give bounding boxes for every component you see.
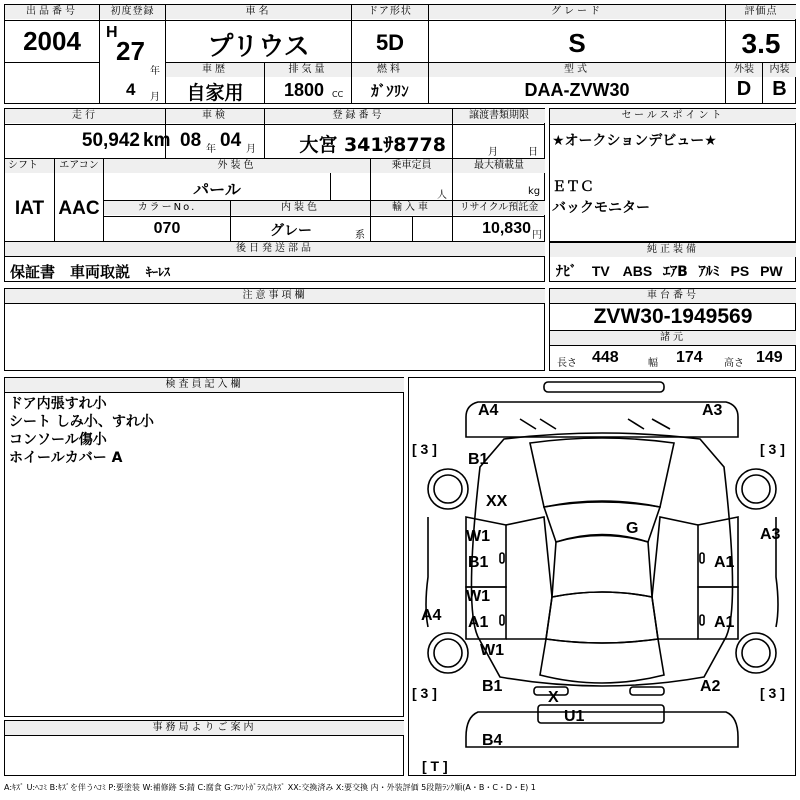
plate: 大宮 341ｻ8778 (299, 134, 446, 156)
mark-windshield: XX (486, 493, 508, 510)
width-label: 幅 (648, 358, 658, 369)
grade-label: グレード (429, 5, 725, 19)
mark-lr-door: A1 (468, 614, 489, 631)
equipment-airbag: ｴｱB (663, 264, 688, 280)
mark-lr-door-w: W1 (466, 588, 490, 605)
inspection-year-unit: 年 (206, 144, 216, 155)
car-diagram (408, 377, 796, 776)
capacity-label: 乗車定員 (371, 159, 452, 173)
mark-front-right: A3 (702, 402, 723, 419)
mark-rf-door: A1 (714, 554, 735, 571)
sales-block (549, 108, 796, 242)
tire-fl: [ 3 ] (412, 441, 437, 457)
tire-rl: [ 3 ] (412, 685, 437, 701)
mark-front-left: A4 (478, 402, 499, 419)
score: 3.5 (741, 28, 781, 59)
exterior-label: 外装 (726, 63, 762, 77)
mark-r-quarter: A2 (700, 678, 721, 695)
mark-roof: G (626, 520, 639, 537)
loadcap-label: 最大積載量 (453, 159, 545, 173)
inspector-note: コンソール傷小 (9, 432, 107, 448)
front-panel-shape (466, 402, 738, 437)
plate-label: 登録番号 (265, 109, 452, 123)
tire-fr: [ 3 ] (760, 441, 785, 457)
inspection-month-unit: 月 (246, 144, 256, 155)
mark-lf-door-w: W1 (466, 528, 490, 545)
history-label: 車歴 (166, 63, 264, 77)
body-outline-shape (471, 433, 732, 686)
rear-bumper-shape (466, 712, 738, 747)
model: DAA-ZVW30 (524, 80, 630, 100)
mark-hood: B1 (468, 451, 489, 468)
office-label: 事務局よりご案内 (5, 721, 404, 735)
transfer-day-unit: 日 (528, 147, 538, 158)
length: 448 (592, 349, 619, 366)
exterior-grade: D (736, 78, 752, 100)
length-label: 長さ (557, 358, 577, 369)
lot-number: 2004 (23, 26, 81, 56)
transfer-month-unit: 月 (488, 147, 498, 158)
lot-label: 出品番号 (5, 5, 99, 19)
transfer-label: 譲渡書類期限 (453, 109, 545, 123)
int-color-suffix: 系 (355, 230, 365, 241)
mark-rear-glass: X (548, 689, 559, 706)
car-name-label: 車名 (166, 5, 351, 19)
equipment-ps: PS (730, 263, 750, 279)
mark-rr-door: A1 (714, 614, 735, 631)
loadcap-unit: kg (528, 186, 541, 197)
sales-label: セールスポイント (550, 109, 796, 123)
post-item-manual: 車両取説 (70, 263, 131, 281)
height: 149 (756, 349, 783, 366)
recycle-label: リサイクル預託金 (453, 201, 545, 215)
history: 自家用 (186, 82, 244, 104)
color-no: 070 (153, 220, 181, 237)
inspector-note: シート しみ小、すれ小 (9, 414, 154, 430)
ext-color: パール (193, 180, 241, 199)
mark-right-fender: A3 (760, 526, 781, 543)
shift-label: シフト (5, 159, 54, 173)
ac-label: エアコン (55, 159, 103, 173)
equipment-list (556, 261, 796, 281)
interior-label: 内装 (763, 63, 796, 77)
model-label: 型式 (429, 63, 725, 77)
recycle-unit: 円 (532, 230, 542, 241)
month-unit: 月 (150, 92, 160, 103)
inspection-label: 車検 (166, 109, 264, 123)
post-item-keyless: ｷｰﾚｽ (146, 265, 171, 279)
door-type: 5D (375, 30, 405, 55)
mileage-label: 走行 (5, 109, 165, 123)
equipment-tv: TV (591, 263, 610, 279)
mark-lf-door: B1 (468, 554, 489, 571)
mark-trunk: U1 (564, 708, 585, 725)
displacement-label: 排気量 (265, 63, 351, 77)
inspection-month: 04 (220, 130, 242, 151)
ac: AAC (58, 198, 100, 219)
tire-rr: [ 3 ] (760, 685, 785, 701)
first-reg-label: 初度登録 (100, 5, 165, 19)
era: H (106, 24, 118, 41)
score-label: 評価点 (726, 5, 796, 19)
recycle: 10,830 (482, 220, 531, 237)
front-bumper-shape (544, 382, 664, 392)
cc-unit: CC (332, 90, 344, 99)
inspector-note: ホイールカバー A (9, 450, 123, 466)
inspection-year: 08 (180, 130, 202, 151)
import-label: 輸入車 (371, 201, 452, 215)
fuel-label: 燃料 (352, 63, 428, 77)
width: 174 (676, 349, 703, 366)
mark-l-quarter: B1 (482, 678, 503, 695)
legend: A:ｷｽﾞ U:ﾍｺﾐ B:ｷｽﾞを伴うﾍｺﾐ P:要塗装 W:補修跡 S:錆 C:腐食 G:ﾌﾛﾝﾄｶﾞﾗｽ点ｷｽﾞ XX:交換済み X:要交換 内・外装評価 5段階ﾗﾝｸ順(A・B・C・D・E) 1 (4, 783, 536, 792)
inspector-note: ドア内張すれ小 (9, 396, 107, 412)
sales-line-1: ★オークションデビュー★ (552, 133, 717, 149)
displacement: 1800 (284, 80, 325, 100)
car-name: プリウス (207, 32, 310, 62)
notes-label: 注意事項欄 (5, 289, 545, 303)
trunk-shape (538, 705, 664, 723)
interior-grade: B (772, 78, 787, 100)
chassis-number: ZVW30-1949569 (593, 305, 753, 328)
fuel: ｶﾞｿﾘﾝ (371, 82, 409, 100)
chassis-label: 車台番号 (550, 289, 796, 303)
reg-year: 27 (116, 36, 145, 66)
height-label: 高さ (724, 358, 744, 369)
int-color: グレー (270, 223, 312, 239)
capacity-unit: 人 (437, 190, 447, 201)
equipment-pw: PW (760, 263, 783, 279)
reg-month: 4 (126, 80, 136, 99)
mark-left-fender: A4 (421, 607, 442, 624)
km-unit: km (143, 130, 171, 151)
equipment-nav: ﾅﾋﾞ (556, 264, 577, 280)
ext-color-label: 外装色 (104, 159, 370, 173)
year-unit: 年 (150, 66, 160, 77)
sales-line-2: ＥＴＣ (552, 179, 594, 195)
inspector-label: 検査員記入欄 (5, 378, 404, 392)
color-no-label: カラーNo. (104, 201, 230, 215)
equipment-label: 純正装備 (550, 243, 796, 257)
door-label: ドア形状 (352, 5, 428, 19)
mark-l-quarter-w: W1 (480, 642, 504, 659)
grade: S (568, 28, 586, 58)
int-color-label: 内装色 (231, 201, 370, 215)
sales-line-3: バックモニター (552, 200, 650, 216)
equipment-abs: ABS (622, 263, 653, 279)
mark-rear-bumper: B4 (482, 732, 503, 749)
tire-spare: [ T ] (422, 758, 448, 774)
post-item-warranty: 保証書 (10, 263, 56, 281)
mileage: 50,942 (81, 130, 140, 151)
inspector-notes (9, 395, 154, 467)
shift: IAT (14, 198, 45, 219)
equipment-alloy: ｱﾙﾐ (698, 264, 720, 280)
post-items-label: 後日発送部品 (5, 242, 545, 256)
spec-label: 諸元 (550, 331, 796, 345)
